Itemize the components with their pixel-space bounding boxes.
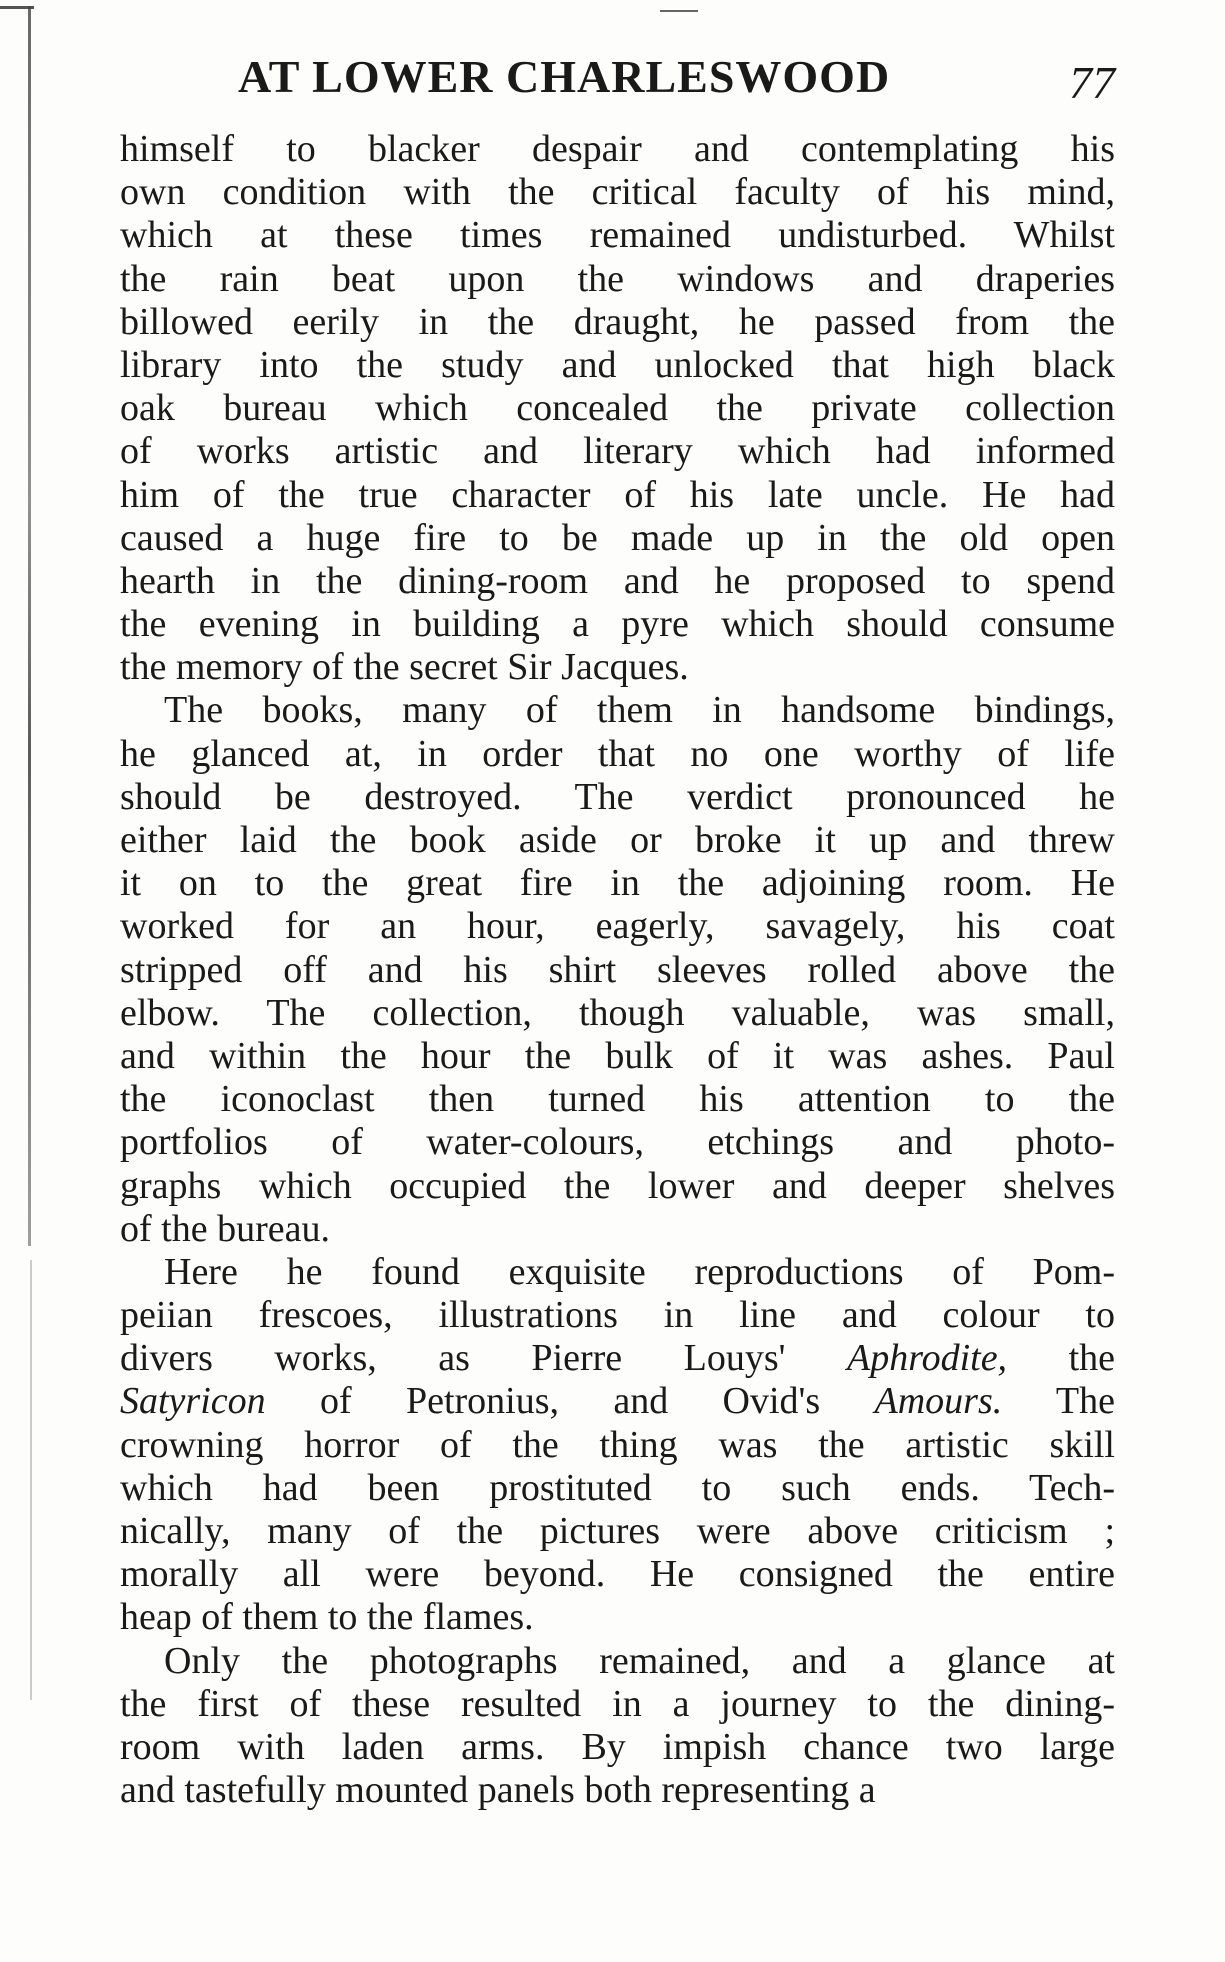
text-line: own condition with the critical faculty of his mind,	[120, 171, 1115, 214]
text-line: caused a huge fire to be made up in the old open	[120, 516, 1115, 559]
text-line: the iconoclast then turned his attention to the	[120, 1078, 1115, 1121]
text-segment: divers works, as Pierre Louys'	[120, 1337, 847, 1380]
text-line: peiian frescoes, illustrations in line and colour to	[120, 1294, 1115, 1337]
paragraph	[120, 689, 1115, 1250]
text-line: elbow. The collection, though valuable, was small,	[120, 991, 1115, 1034]
body-text	[120, 128, 1115, 1812]
scan-edge-mark	[28, 6, 31, 1246]
running-header	[120, 50, 1115, 120]
text-line: oak bureau which concealed the private collection	[120, 387, 1115, 430]
text-line: and tastefully mounted panels both representing a	[120, 1769, 876, 1812]
text-line: him of the true character of his late uncle. He had	[120, 473, 1115, 516]
text-line: and within the hour the bulk of it was ashes. Paul	[120, 1034, 1115, 1077]
text-line: the evening in building a pyre which should consume	[120, 603, 1115, 646]
running-title: AT LOWER CHARLESWOOD	[238, 51, 891, 102]
text-line: the first of these resulted in a journey to the dining-	[120, 1682, 1115, 1725]
text-line: of works artistic and literary which had informed	[120, 430, 1115, 473]
text-line: which at these times remained undisturbed. Whilst	[120, 214, 1115, 257]
text-line: it on to the great fire in the adjoining room. He	[120, 862, 1115, 905]
text-line: either laid the book aside or broke it up and threw	[120, 819, 1115, 861]
text-line: morally all were beyond. He consigned the entire	[120, 1553, 1115, 1596]
paragraph	[120, 1251, 1115, 1640]
text-segment: of Petronius, and Ovid's	[265, 1380, 875, 1423]
paragraph	[120, 128, 1115, 689]
text-line	[120, 1337, 1115, 1380]
text-line: room with laden arms. By impish chance two large	[120, 1725, 1115, 1768]
text-line: The books, many of them in handsome bindings,	[164, 689, 1115, 732]
text-line: Only the photographs remained, and a glance at	[164, 1639, 1115, 1682]
scan-speck	[660, 10, 698, 12]
text-segment: the	[1007, 1337, 1115, 1380]
text-line: which had been prostituted to such ends. Tech-	[120, 1466, 1115, 1509]
text-line: worked for an hour, eagerly, savagely, his coat	[120, 905, 1115, 948]
text-line	[120, 1380, 1115, 1423]
text-line: library into the study and unlocked that high black	[120, 343, 1115, 386]
italic-title: Amours.	[874, 1380, 1003, 1423]
text-line: he glanced at, in order that no one worthy of life	[120, 732, 1115, 775]
page-number: 77	[1069, 57, 1115, 108]
text-line: hearth in the dining-room and he proposed to spend	[120, 559, 1115, 602]
text-line: graphs which occupied the lower and deeper shelves	[120, 1164, 1115, 1207]
paragraph	[120, 1640, 1115, 1813]
text-line: himself to blacker despair and contemplating his	[120, 128, 1115, 170]
text-line: stripped off and his shirt sleeves rolled above the	[120, 948, 1115, 991]
text-line: heap of them to the flames.	[120, 1596, 534, 1639]
text-line: should be destroyed. The verdict pronounced he	[120, 775, 1115, 818]
text-line: billowed eerily in the draught, he passed from the	[120, 300, 1115, 343]
text-line: the memory of the secret Sir Jacques.	[120, 646, 689, 689]
scan-edge-mark	[30, 1260, 32, 1700]
text-segment: The	[1002, 1380, 1115, 1423]
text-line: Here he found exquisite reproductions of Pom-	[164, 1250, 1115, 1293]
text-line: portfolios of water-colours, etchings and photo-	[120, 1121, 1115, 1164]
italic-title: Aphrodite,	[846, 1337, 1008, 1380]
italic-title: Satyricon	[120, 1380, 266, 1423]
text-line: the rain beat upon the windows and draperies	[120, 257, 1115, 300]
text-line: crowning horror of the thing was the artistic skill	[120, 1423, 1115, 1466]
text-line: of the bureau.	[120, 1207, 330, 1250]
text-line: nically, many of the pictures were above criticism ;	[120, 1510, 1115, 1552]
